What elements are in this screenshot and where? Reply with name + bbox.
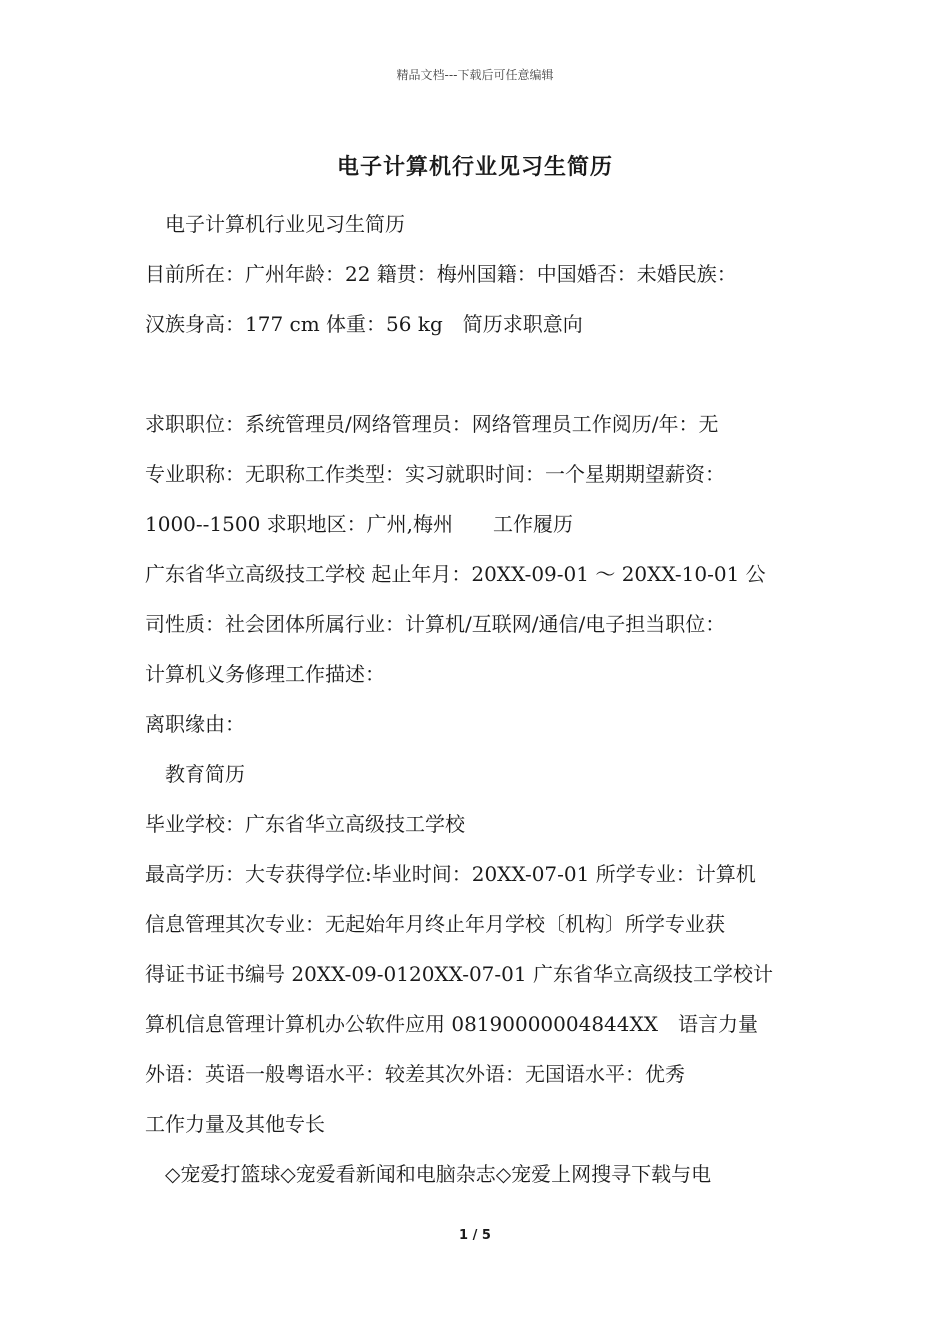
body-line: 汉族身高：177 cm 体重：56 kg 简历求职意向 [145,312,583,336]
subtitle-line: 电子计算机行业见习生简历 [165,212,405,236]
body-line: 计算机义务修理工作描述： [145,662,385,686]
body-line: 专业职称：无职称工作类型：实习就职时间：一个星期期望薪资： [145,462,725,486]
body-line: 司性质：社会团体所属行业：计算机/互联网/通信/电子担当职位： [145,612,726,636]
body-line: 离职缘由： [145,712,245,736]
body-line: 目前所在：广州年龄：22 籍贯：梅州国籍：中国婚否：未婚民族： [145,262,737,286]
body-line: 信息管理其次专业：无起始年月终止年月学校〔机构〕所学专业获 [145,912,725,936]
body-line: 求职职位：系统管理员/网络管理员：网络管理员工作阅历/年：无 [145,412,719,436]
body-line: 广东省华立高级技工学校 起止年月：20XX-09-01 ～ 20XX-10-01 公 [145,562,766,586]
document-title: 电子计算机行业见习生简历 [336,154,613,180]
body-line: 1000--1500 求职地区：广州,梅州 工作履历 [145,512,574,536]
body-line: 算机信息管理计算机办公软件应用 08190000004844XX 语言力量 [145,1012,758,1036]
body-line: 工作力量及其他专长 [145,1112,325,1136]
body-line: 外语：英语一般粤语水平：较差其次外语：无国语水平：优秀 [145,1062,685,1086]
body-line: 毕业学校：广东省华立高级技工学校 [145,812,465,836]
page-number: 1 / 5 [459,1228,491,1243]
body-line: ◇宠爱打篮球◇宠爱看新闻和电脑杂志◇宠爱上网搜寻下载与电 [165,1162,712,1186]
body-line: 得证书证书编号 20XX-09-0120XX-07-01 广东省华立高级技工学校计 [145,962,773,986]
section-heading: 教育简历 [165,762,245,786]
page-header: 精品文档---下载后可任意编辑 [396,68,554,82]
body-line: 最高学历：大专获得学位:毕业时间：20XX-07-01 所学专业：计算机 [145,862,756,886]
